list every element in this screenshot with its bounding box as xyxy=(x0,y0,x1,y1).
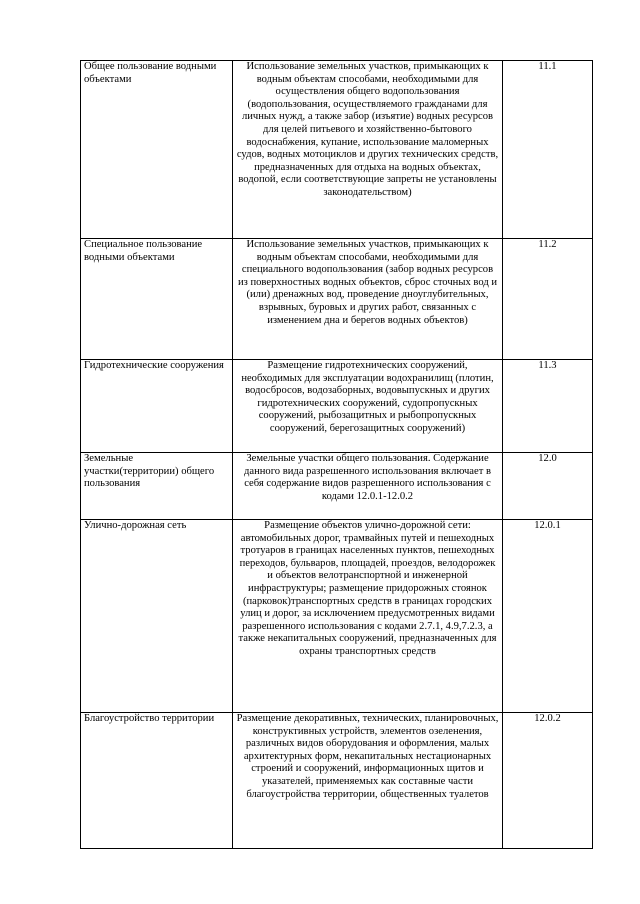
use-description: Использование земельных участков, примыкающих к водным объектам способами, необходимыми для осуществления общего водопользования (водопользования, осуществляемого гражданами для личных нужд, а также забор (изъятие) водных ресурсов для целей питьевого и хозяйственно-бытового водоснабжения, купание, использование маломерных судов, водных мотоциклов и других технических средств, предназначенных для отдыха на водных объектах, водопой, если соответствующие запреты не установлены законодательством) xyxy=(233,61,503,239)
use-description: Земельные участки общего пользования. Содержание данного вида разрешенного использования включает в себя содержание видов разрешенного использования с кодами 12.0.1-12.0.2 xyxy=(233,453,503,520)
use-description: Размещение декоративных, технических, планировочных, конструктивных устройств, элементов озеленения, различных видов оборудования и оформления, малых архитектурных форм, некапитальных нестационарных строений и сооружений, информационных щитов и указателей, применяемых как составные части благоустройства территории, общественных туалетов xyxy=(233,713,503,849)
table-row xyxy=(81,520,593,713)
table-row xyxy=(81,360,593,453)
use-code: 11.2 xyxy=(503,239,593,360)
table-row xyxy=(81,61,593,239)
use-description: Размещение гидротехнических сооружений, необходимых для эксплуатации водохранилищ (плотин, водосбросов, водозаборных, водовыпускных и других гидротехнических сооружений, судопропускных сооружений, рыбозащитных и рыбопропускных сооружений, берегозащитных сооружений) xyxy=(233,360,503,453)
use-name: Гидротехнические сооружения xyxy=(81,360,233,453)
use-code: 11.3 xyxy=(503,360,593,453)
use-name: Благоустройство территории xyxy=(81,713,233,849)
use-code: 12.0.1 xyxy=(503,520,593,713)
use-name: Общее пользование водными объектами xyxy=(81,61,233,239)
land-use-table xyxy=(80,60,593,849)
use-name: Улично-дорожная сеть xyxy=(81,520,233,713)
use-code: 12.0.2 xyxy=(503,713,593,849)
use-name: Земельные участки(территории) общего пользования xyxy=(81,453,233,520)
use-description: Размещение объектов улично-дорожной сети: автомобильных дорог, трамвайных путей и пешеходных тротуаров в границах населенных пунктов, пешеходных переходов, бульваров, площадей, проездов, велодорожек и объектов велотранспортной и инженерной инфраструктуры; размещение придорожных стоянок (парковок)транспортных средств в границах городских улиц и дорог, за исключением предусмотренных видами разрешенного использования с кодами 2.7.1, 4.9,7.2.3, а также некапитальных сооружений, предназначенных для охраны транспортных средств xyxy=(233,520,503,713)
use-code: 12.0 xyxy=(503,453,593,520)
use-name: Специальное пользование водными объектами xyxy=(81,239,233,360)
use-code: 11.1 xyxy=(503,61,593,239)
table-row xyxy=(81,453,593,520)
table-row xyxy=(81,713,593,849)
use-description: Использование земельных участков, примыкающих к водным объектам способами, необходимыми для специального водопользования (забор водных ресурсов из поверхностных водных объектов, сброс сточных вод и (или) дренажных вод, проведение дноуглубительных, взрывных, буровых и других работ, связанных с изменением дна и берегов водных объектов) xyxy=(233,239,503,360)
table-row xyxy=(81,239,593,360)
